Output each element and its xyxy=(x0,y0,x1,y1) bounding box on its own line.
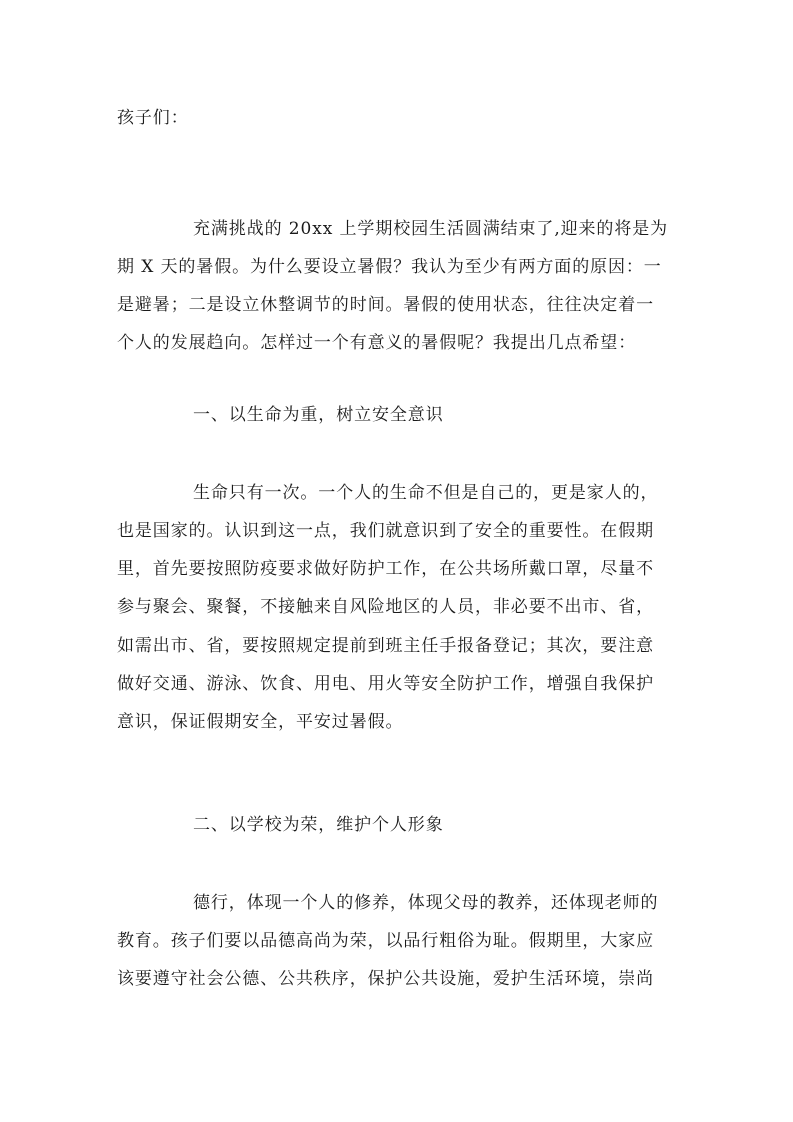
body-line: 如需出市、省，要按照规定提前到班主任手报备登记；其次，要注意 xyxy=(117,636,654,656)
body-line: 做好交通、游泳、饮食、用电、用火等安全防护工作，增强自我保护 xyxy=(117,674,654,694)
body-line: 生命只有一次。一个人的生命不但是自己的，更是家人的， xyxy=(193,483,659,503)
body-line: 德行，体现一个人的修养，体现父母的教养，还体现老师的 xyxy=(193,893,659,913)
intro-line: 充满挑战的 20xx 上学期校园生活圆满结束了,迎来的将是为 xyxy=(193,219,669,239)
section-heading: 一、以生命为重，树立安全意识 xyxy=(193,405,444,425)
body-line: 教育。孩子们要以品德高尚为荣，以品行粗俗为耻。假期里，大家应 xyxy=(117,931,654,951)
intro-line: 是避暑；二是设立休整调节的时间。暑假的使用状态，往往决定着一 xyxy=(117,295,654,315)
intro-line: 个人的发展趋向。怎样过一个有意义的暑假呢？我提出几点希望： xyxy=(117,333,637,353)
section-heading: 二、以学校为荣，维护个人形象 xyxy=(193,815,444,835)
intro-line: 期 X 天的暑假。为什么要设立暑假？我认为至少有两方面的原因：一 xyxy=(117,257,662,277)
body-line: 意识，保证假期安全，平安过暑假。 xyxy=(117,712,404,732)
body-line: 参与聚会、聚餐，不接触来自风险地区的人员，非必要不出市、省， xyxy=(117,597,654,617)
body-line: 里，首先要按照防疫要求做好防护工作，在公共场所戴口罩，尽量不 xyxy=(117,559,654,579)
greeting: 孩子们： xyxy=(117,108,189,128)
body-line: 该要遵守社会公德、公共秩序，保护公共设施，爱护生活环境，崇尚 xyxy=(117,969,654,989)
body-line: 也是国家的。认识到这一点，我们就意识到了安全的重要性。在假期 xyxy=(117,521,654,541)
